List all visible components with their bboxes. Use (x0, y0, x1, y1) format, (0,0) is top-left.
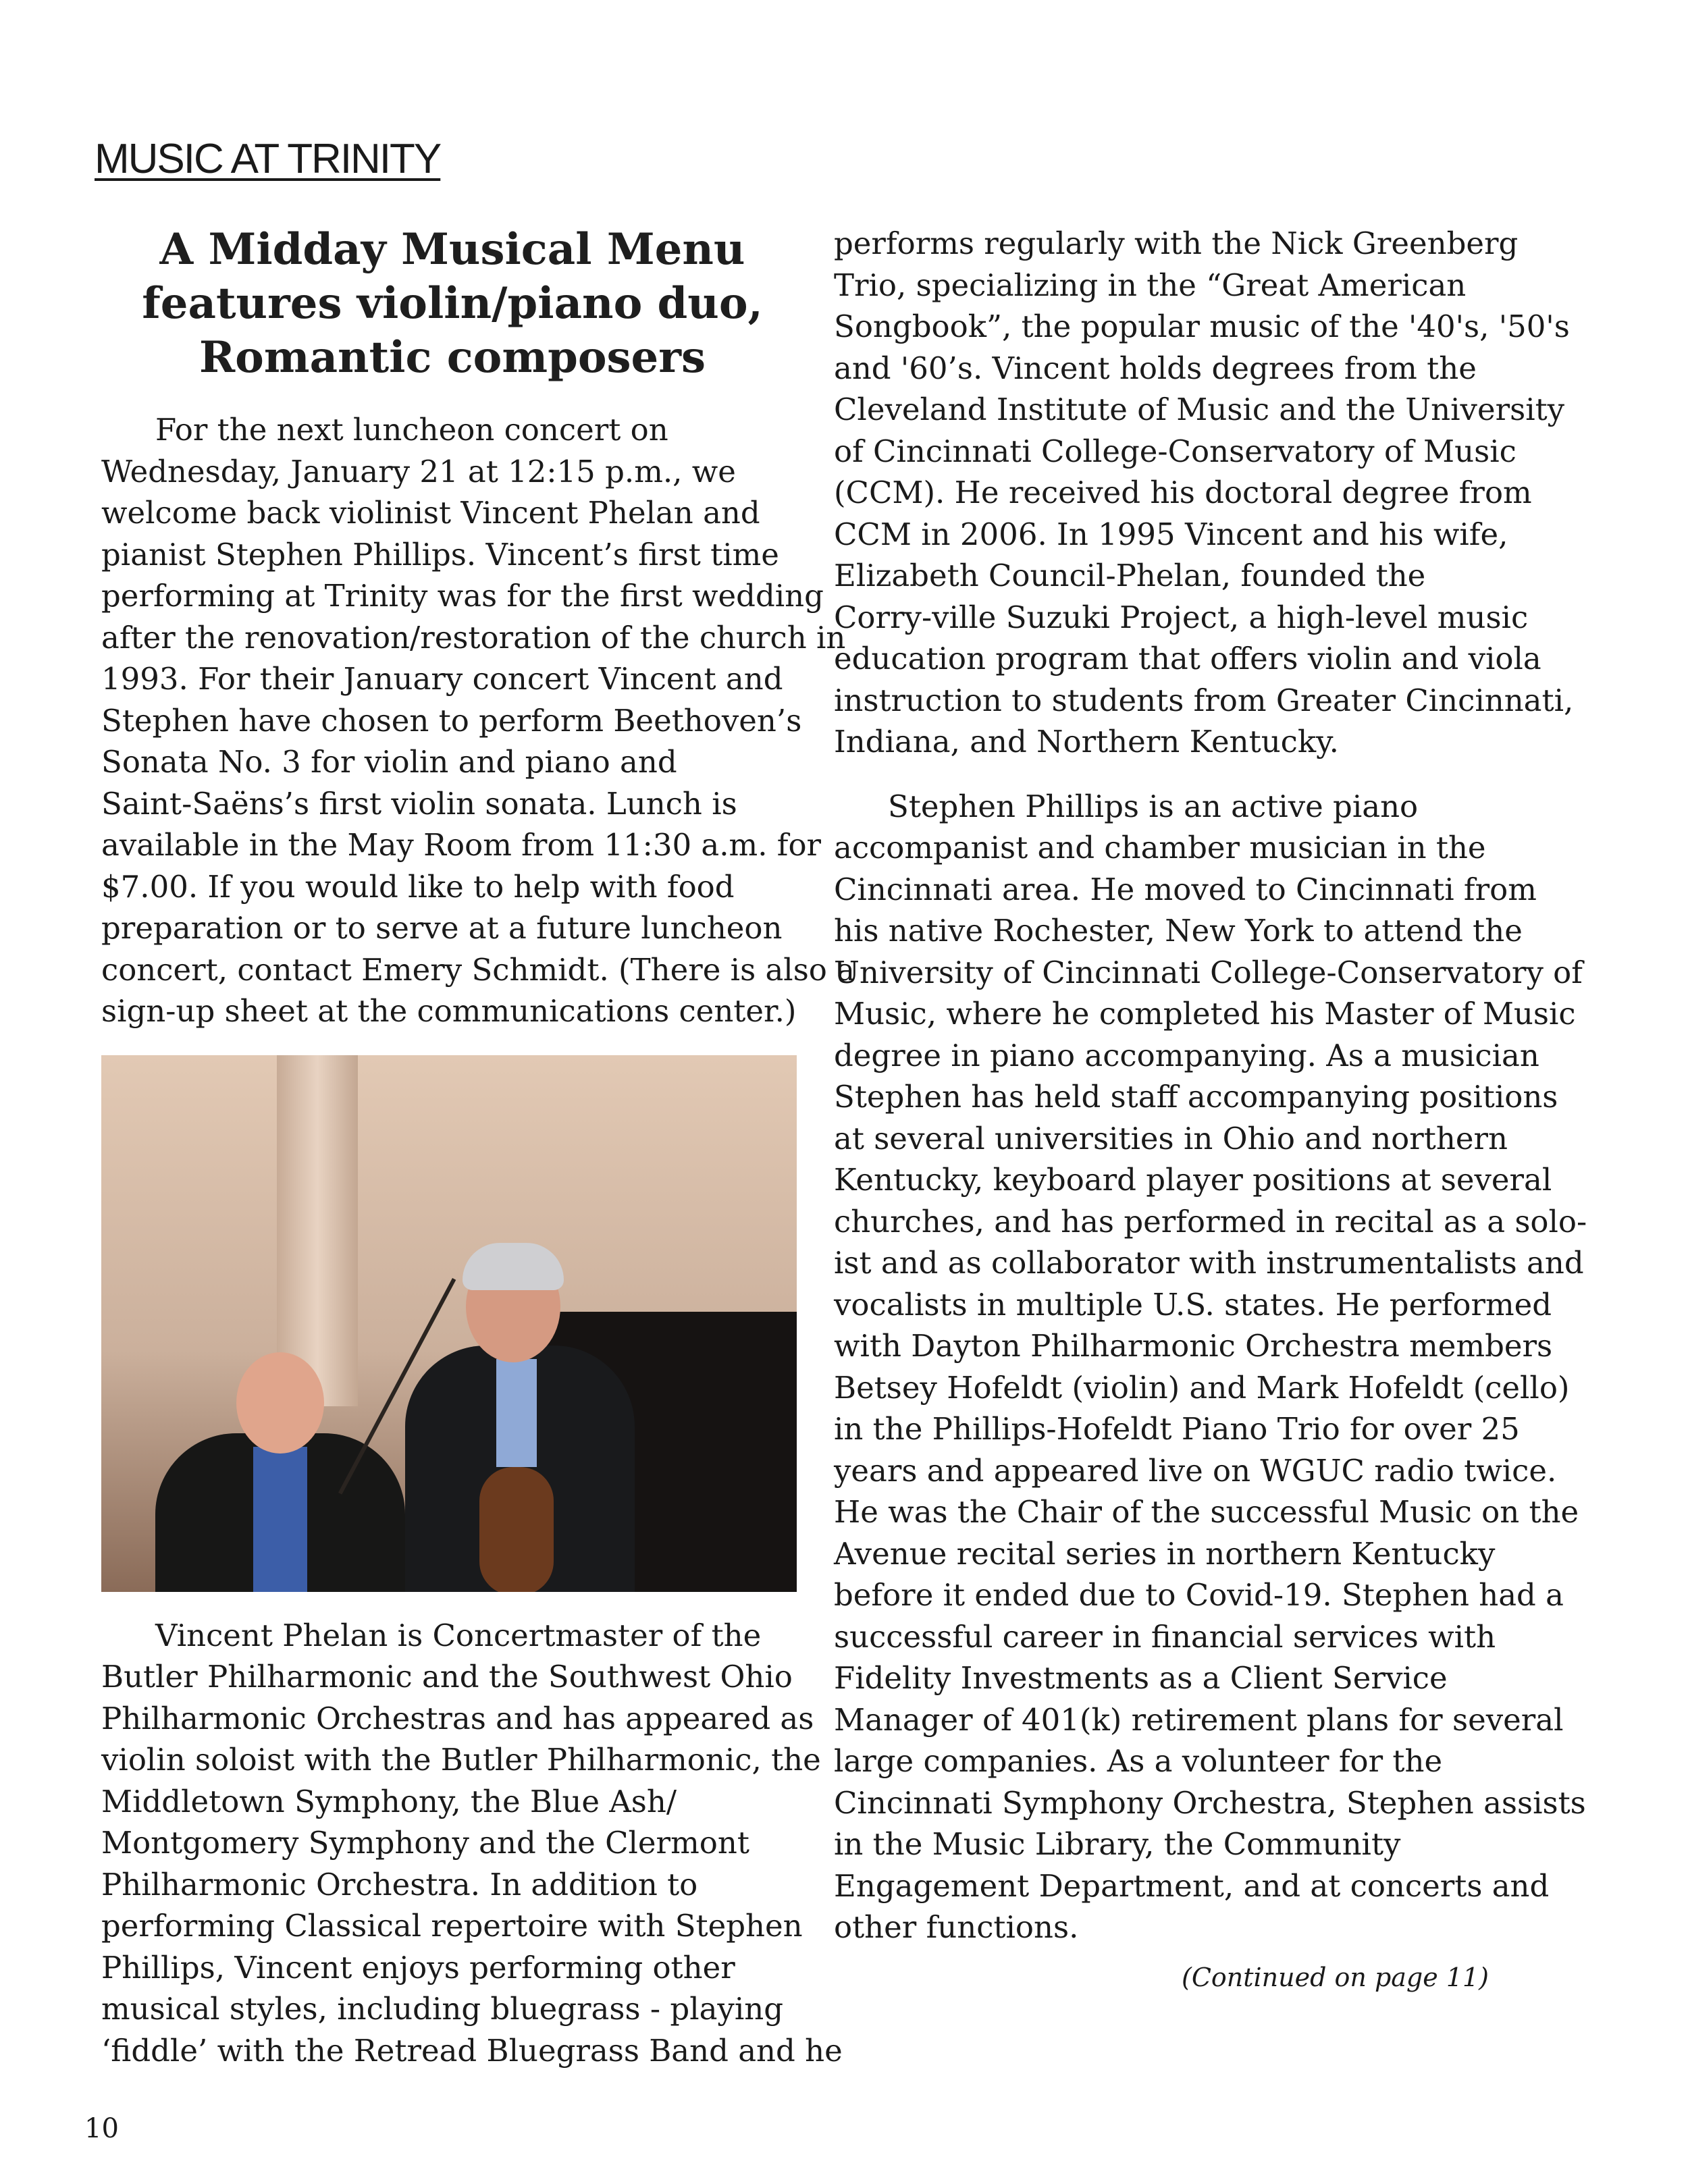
text-line: Manager of 401(k) retirement plans for several (834, 1701, 1564, 1738)
headline-line: A Midday Musical Menu (159, 224, 745, 275)
text-line: accompanist and chamber musician in the (834, 830, 1486, 865)
text-line: vocalists in multiple U.S. states. He performed (834, 1286, 1552, 1323)
text-line: Cleveland Institute of Music and the University (834, 392, 1565, 427)
text-line: CCM in 2006. In 1995 Vincent and his wife, (834, 516, 1508, 552)
text-line: Cincinnati Symphony Orchestra, Stephen assists (834, 1784, 1586, 1821)
text-line: Wednesday, January 21 at 12:15 p.m., we (101, 453, 736, 489)
page-number: 10 (84, 2113, 119, 2144)
text-line: $7.00. If you would like to help with food (101, 868, 735, 905)
text-line: years and appeared live on WGUC radio twice. (834, 1452, 1557, 1489)
text-line: Philharmonic Orchestra. In addition to (101, 1866, 698, 1902)
text-line: For the next luncheon concert on (155, 412, 668, 448)
text-line: sign-up sheet at the communications center.) (101, 993, 797, 1029)
text-line: churches, and has performed in recital as a solo- (834, 1203, 1587, 1240)
text-line: violin soloist with the Butler Philharmonic, the (101, 1742, 821, 1778)
text-line: welcome back violinist Vincent Phelan and (101, 495, 760, 531)
text-line: Engagement Department, and at concerts and (834, 1867, 1550, 1904)
vincent-bio-paragraph (101, 1615, 843, 2072)
text-line: at several universities in Ohio and northern (834, 1120, 1508, 1156)
text-line: Songbook”, the popular music of the '40's, '50's (834, 309, 1570, 344)
text-line: Stephen has held staff accompanying positions (834, 1079, 1558, 1115)
text-line: Corry-ville Suzuki Project, a high-level music (834, 599, 1529, 635)
text-line: Saint-Saëns’s first violin sonata. Lunch is (101, 785, 737, 822)
intro-paragraph (101, 409, 855, 1032)
text-line: large companies. As a volunteer for the (834, 1743, 1443, 1779)
performers-photo (101, 1055, 797, 1592)
text-line: of Cincinnati College-Conservatory of Music (834, 433, 1516, 469)
text-line: ‘fiddle’ with the Retread Bluegrass Band and he (101, 2032, 843, 2069)
article-headline (101, 223, 803, 385)
text-line: concert, contact Emery Schmidt. (There is also a (101, 951, 855, 988)
text-line: Stephen Phillips is an active piano (888, 788, 1419, 824)
text-line: He was the Chair of the successful Music on the (834, 1494, 1579, 1530)
text-line: other functions. (834, 1909, 1079, 1945)
text-line: available in the May Room from 11:30 a.m. for (101, 827, 822, 863)
text-line: Indiana, and Northern Kentucky. (834, 724, 1339, 760)
text-line: Phillips, Vincent enjoys performing other (101, 1949, 735, 1986)
text-line: Fidelity Investments as a Client Service (834, 1660, 1448, 1696)
text-line: Montgomery Symphony and the Clermont (101, 1825, 749, 1861)
text-line: with Dayton Philharmonic Orchestra members (834, 1328, 1553, 1364)
text-line: degree in piano accompanying. As a musician (834, 1037, 1539, 1073)
text-line: and '60’s. Vincent holds degrees from the (834, 350, 1477, 386)
right-column (834, 223, 1587, 1994)
text-line: (CCM). He received his doctoral degree from (834, 475, 1532, 510)
continued-note: (Continued on page 11) (1182, 1962, 1489, 1992)
text-line: education program that offers violin and viola (834, 641, 1541, 676)
text-line: Sonata No. 3 for violin and piano and (101, 744, 677, 780)
text-line: Philharmonic Orchestras and has appeared as (101, 1700, 814, 1736)
headline-line: features violin/piano duo, (142, 278, 763, 329)
text-line: 1993. For their January concert Vincent and (101, 661, 783, 697)
text-line: Cincinnati area. He moved to Cincinnati from (834, 871, 1537, 907)
text-line: his native Rochester, New York to attend the (834, 913, 1523, 949)
text-line: performing Classical repertoire with Stephen (101, 1908, 803, 1944)
text-line: instruction to students from Greater Cincinnati, (834, 682, 1574, 718)
text-line: Avenue recital series in northern Kentucky (834, 1535, 1496, 1572)
stephen-bio-paragraph (834, 786, 1587, 1948)
text-line: Butler Philharmonic and the Southwest Ohio (101, 1659, 793, 1695)
text-line: Middletown Symphony, the Blue Ash/ (101, 1783, 677, 1819)
left-column (101, 223, 855, 2071)
text-line: Elizabeth Council-Phelan, founded the (834, 558, 1426, 593)
text-line: successful career in financial services with (834, 1618, 1496, 1655)
text-line: preparation or to serve at a future luncheon (101, 910, 783, 946)
text-line: pianist Stephen Phillips. Vincent’s first time (101, 536, 779, 572)
vincent-bio-continued-paragraph (834, 223, 1574, 763)
text-line: University of Cincinnati College-Conservatory of (834, 954, 1583, 990)
text-line: Kentucky, keyboard player positions at several (834, 1162, 1552, 1198)
text-line: performing at Trinity was for the first wedding (101, 578, 824, 614)
text-line: after the renovation/restoration of the church in (101, 619, 846, 656)
text-line: before it ended due to Covid-19. Stephen had a (834, 1577, 1564, 1613)
text-line: Music, where he completed his Master of Music (834, 996, 1576, 1032)
text-line: Stephen have chosen to perform Beethoven’s (101, 702, 802, 739)
text-line: in the Music Library, the Community (834, 1826, 1401, 1862)
text-line: Betsey Hofeldt (violin) and Mark Hofeldt (cello) (834, 1369, 1570, 1406)
section-header: MUSIC AT TRINITY (95, 136, 441, 182)
text-line: ist and as collaborator with instrumentalists and (834, 1245, 1584, 1281)
text-line: Vincent Phelan is Concertmaster of the (155, 1617, 762, 1653)
text-line: musical styles, including bluegrass - playing (101, 1991, 784, 2027)
headline-line: Romantic composers (199, 332, 706, 383)
text-line: in the Phillips-Hofeldt Piano Trio for over 25 (834, 1411, 1520, 1447)
text-line: performs regularly with the Nick Greenberg (834, 225, 1519, 261)
text-line: Trio, specializing in the “Great American (834, 267, 1467, 303)
